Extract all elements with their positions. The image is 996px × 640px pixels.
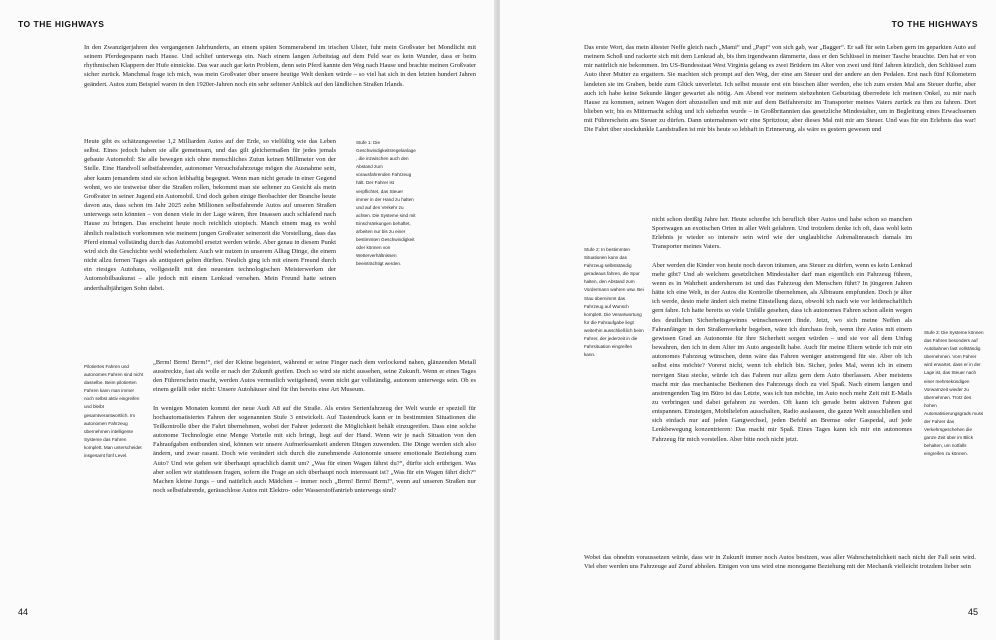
body-paragraph: „Brrm! Brrm! Brrm!“, rief der Kleine begeistert, während er seine Finger nach dem verlockend nahen, glänzenden Metall ausstreckte, fast als wolle er nach der Zukunft greifen. Doch so wird sie nicht aussehen, seine Zukunft. Wenn er eines Tages den Führerschein macht, werden Autos vermutlich weitgehend, wenn nicht gar vollständig, autonom unterwegs sein. Ob es einem gefällt oder nicht: Unsere Autohäuser sind für ihn bereits eine Art Museum. bbox=[153, 359, 476, 394]
intro-text: In den Zwanzigerjahren des vergangenen Jahrhunderts, an einem späten Sommerabend im irischen Ulster, fuhr mein Großvater bei Mondlicht mit seinem Pferdegespann nach Hause. Und schlief unterwegs ein. Nach einem langen Arbeitstag auf dem Feld war es kein Wunder, dass er beim rhythmischen Klappern der Hufe einnickte. Das war auch gar kein Problem, denn sein Pferd kannte den Weg nach Hause und brachte meinen Großvater sicher zurück. Manchmal frage ich mich, was mein Großvater über unsere heutige Welt denken würde – so viel hat sich in den letzten hundert Jahren geändert. Autos zum Beispiel waren in den 1920er-Jahren noch ein sehr seltener Anblick auf den ländlichen Straßen Irlands. bbox=[84, 44, 476, 88]
body-column-top bbox=[584, 43, 976, 144]
intro-paragraph bbox=[84, 43, 476, 98]
body-column-1 bbox=[84, 137, 336, 302]
body-paragraph: In wenigen Monaten kommt der neue Audi A8 auf die Straße. Als erstes Serienfahrzeug der Welt wurde er speziell für hochautomatisiertes Fahren der sogenannten Stufe 3 entwickelt. Auf Tastendruck kann er in bestimmten Situationen die Teilkontrolle über die Fahrt übernehmen, wobei der Fahrer jederzeit die Möglichkeit behält einzugreifen. Dass eine solche autonome Technologie eine Menge Vorteile mit sich bringt, liegt auf der Hand. Wenn wir je nach Situation von den Fahraufgaben entbunden sind, können wir unsere Aufmerksamkeit anderen Dingen zuwenden. Die Dinge werden sich also ändern, und zwar rasant. Doch wie verändert sich durch die zunehmende Autonomie unsere emotionale Beziehung zum Auto? Und wie gehen wir überhaupt sprachlich damit um? „Was für einen Wagen fährst du?“, dürfte sich erübrigen. Was aber sollen wir stattdessen fragen, sofern die Frage an sich überhaupt noch interessant ist? „Was für ein Wagen fährt dich?“ Machen kleine Jungs – und natürlich auch Mädchen – immer noch „Brrm! Brrm! Brrm!“, wenn auf unseren Straßen nur noch selbstfahrende, geräuschlose Autos mit Elektro- oder Wasserstoffantrieb unterwegs sind? bbox=[153, 404, 476, 495]
body-paragraph: Heute gibt es schätzungsweise 1,2 Milliarden Autos auf der Erde, so vielfältig wie das Leben selbst. Eines jedoch haben sie alle gemeinsam, und das gilt gleichermaßen für jedes jemals gebaute Automobil: Sie alle bewegen sich ohne menschliches Zutun keinen Millimeter von der Stelle. Eine Handvoll selbstfahrender, autonomer Versuchsfahrzeuge mögen die Ausnahme sein, aber kaum jemandem sind sie schon leibhaftig begegnet. Wenn man nicht gerade in einer Gegend wohnt, wo sie testweise über die Straßen rollen, bekommt man sie seltener zu Gesicht als mein Großvater in seiner Jugend ein Automobil. Und doch gehen einige Beobachter der Branche heute davon aus, dass schon im Jahr 2025 zehn Millionen selbstfahrende Autos auf unseren Straßen unterwegs sein könnten – von denen viele in der Lage wären, ihre Insassen auch schlafend nach Hause zu bringen. Das erscheint heute noch reichlich utopisch. Manch einem mag es wohl ähnlich realistisch vorkommen wie meinem jungen Großvater seinerzeit die Vorstellung, dass das Pferd einmal vollständig durch das Automobil ersetzt werden würde. Aber genau in diesem Punkt wird sich die Geschichte wohl wiederholen: Auch wir nutzen in unserem Alltag Dinge, die einem nicht allzu fernen Tages als antiquiert gelten dürften. Neulich ging ich mit einem Freund durch ein riesiges Autohaus, vollgestellt mit den neuesten technologischen Meisterwerken der Automobilbaukunst – alle jedoch mit einem Lenkrad versehen. Mein Freund hatte seinen anderthalbjährigen Sohn dabei. bbox=[84, 138, 336, 292]
body-paragraph: nicht schon dreißig Jahre her. Heute schreibe ich beruflich über Autos und habe schon so manchen Sportwagen an exotischen Orten in aller Welt gefahren. Und trotzdem denke ich oft, dass wohl kein Erlebnis je wieder so intensiv sein wird wie der unglaubliche Adrenalinrausch damals im Transporter meines Vaters. bbox=[652, 216, 912, 251]
body-paragraph: Das erste Wort, das mein ältester Neffe gleich nach „Mami“ und „Papi“ von sich gab, war „Bagger“. Er saß für sein Leben gern im geparkten Auto auf meinem Schoß und rackerte sich mit dem Lenkrad ab, bis ihm irgendwann dämmerte, dass er den Schlüssel in meiner Tasche brauchte. Den hat er von mir natürlich nie bekommen. Im US-Bundesstaat West Virginia gelang es zwei Brüdern im Alter von zwei und fünf Jahren kürzlich, den Schlüssel zum Auto ihrer Mutter zu ergattern. Sie machten sich prompt auf den Weg, der eine am Steuer und der andere an den Pedalen. Erst nach fünf Kilometern landeten sie im Graben, beide zum Glück unverletzt. Ich selbst musste erst ein bisschen älter werden, ehe ich zum ersten Mal ans Steuer durfte, aber auch ich habe keine Sekunde länger gewartet als nötig. Am Abend vor meinem siebzehnten Geburtstag überredete ich meinen Onkel, zu mir nach Hause zu kommen, seinen Wagen dort abzustellen und mit mir auf dem Beifahrersitz im Transporter meines Vaters zurück zu ihm zu fahren. Dort blieben wir, bis es Mitternacht schlug und ich siebzehn wurde – in Großbritannien das gesetzliche Mindestalter, um in Begleitung eines Erwachsenen mit Führerschein ans Steuer zu dürfen. Dann unternahmen wir eine Spritztour, aber dieses Mal mit mir am Steuer. Und was für ein Erlebnis das war! Die Fahrt über stockdunkle Landstraßen ist mir bis heute so lebhaft in Erinnerung, als wäre es gestern gewesen und bbox=[584, 44, 976, 134]
running-header: TO THE HIGHWAYS bbox=[891, 19, 978, 29]
sidenote-pilotiertes-fahren: Pilotiertes Fahren und autonomes Fahren sind nicht dasselbe. Beim pilotierten Fahren kann man immer noch selbst aktiv eingreifen und bleibt gesamtverantwortlich. Im autonomen Fahrzeug übernehmen intelligente Systeme das Fahren komplett. Man unterscheidet insgesamt fünf Level. bbox=[84, 364, 144, 459]
page-number: 44 bbox=[18, 607, 29, 617]
body-column-1-continued bbox=[153, 358, 476, 504]
sidenote-stufe-1: Stufe 1: Die Geschwindigkeitsregelanlage, die inzwischen auch den Abstand zum vorausfahrenden Fahrzeug hält. Der Fahrer ist verpflichtet, das Steuer immer in der Hand zu halten und auf den Verkehr zu achten. Die Systeme sind mit Einschränkungen behaftet, arbeiten nur bis zu einer bestimmten Geschwindigkeit oder können von Wetterverhältnissen beeinträchtigt werden. bbox=[356, 140, 416, 267]
sidenote-stufe-3: Stufe 3: Die Systeme können das Fahren besonders auf Autobahnen fast vollständig übernehmen. Vom Fahrer wird erwartet, dass er in der Lage ist, das Steuer nach einer mehrsekündigen Vorwarnzeit wieder zu übernehmen. Trotz des hohen Automatisierungsgrads muss der Fahrer das Verkehrsgeschehen die ganze Zeit über im Blick behalten, um notfalls eingreifen zu können. bbox=[924, 330, 984, 457]
body-column-bottom bbox=[584, 553, 976, 580]
body-column-middle bbox=[652, 215, 912, 453]
left-page bbox=[0, 0, 496, 640]
right-page bbox=[500, 0, 996, 640]
sidenote-stufe-2: Stufe 2: In bestimmten Situationen kann das Fahrzeug selbstständig geradeaus fahren, die Spur halten, den Abstand zum Vordermann wahren usw. Bei Stau übernimmt das Fahrzeug auf Wunsch komplett. Die Verantwortung für die Fahraufgabe liegt weiterhin ausschließlich beim Fahrer, der jederzeit in die Fahrsituation eingreifen kann. bbox=[584, 247, 644, 358]
body-paragraph: Wobei das ohnehin voraussetzen würde, dass wir in Zukunft immer noch Autos besitzen, was aller Wahrscheinlichkeit nach nicht der Fall sein wird. Viel eher werden uns Fahrzeuge auf Zuruf abholen. Einigen von uns wird eine monogame Beziehung mit der Mechanik vielleicht trotzdem lieber sein bbox=[584, 554, 976, 571]
page-number: 45 bbox=[967, 607, 978, 617]
body-paragraph: Aber werden die Kinder von heute noch davon träumen, ans Steuer zu dürfen, wenn es kein Lenkrad mehr gibt? Und ab welchem gesetzlichen Mindestalter darf man eigentlich ein Fahrzeug führen, wenn es in Wahrheit andersherum ist und das Fahrzeug den Menschen führt? In jüngeren Jahren hätte ich eine Welt, in der Autos die Kontrolle übernehmen, als Albtraum empfunden. Doch je älter ich werde, desto mehr ändert sich meine Einstellung dazu, obwohl ich nach wie vor leidenschaftlich gern fahre. Ich hatte bereits so viele Unfälle gesehen, dass ich autonomes Fahren schon allein wegen des deutlichen Sicherheitsgewinns wünschenswert finde. Jetzt, wo sich meine Neffen als Fahranfänger in den Straßenverkehr begeben, wäre ich durchaus froh, wenn ihre Autos mit einem gewissen Grad an Autonomie für ihre Sicherheit sorgen würden – und sie vor all dem Unfug bewahren, den ich in dem Alter im Auto angestellt habe. Auch für meine Eltern würde ich mir ein autonomes Fahrzeug wünschen, denn wäre das Fahren weniger anstrengend für sie. Aber ob ich selbst eins möchte? Vorerst nicht, wenn ich ehrlich bin. Sicher, jedes Mal, wenn ich in einem nervigen Stau stecke, würde ich das Fahren nur allzu gern dem Auto überlassen. Aber meistens macht mir das mechanische Bedienen des Fahrzeugs doch zu viel Spaß. Nach einem langen und anstrengenden Tag im Büro ist das Letzte, was ich tun möchte, im Auto noch mehr Zeit mit E-Mails zu verbringen und dabei gefahren zu werden. Oft kann ich gerade beim aktiven Fahren gut entspannen. Einsteigen, Mobiltelefon ausschalten, Radio auslassen, die ganze Welt ausschließen und sich einfach nur auf jeden Gangwechsel, jeden Befehl an Bremse oder Gaspedal, auf jede Lenkbewegung konzentrieren: Das macht mir Spaß. Eines Tages kann ich mir ein autonomes Fahrzeug für mich vorstellen. Aber bitte noch nicht jetzt. bbox=[652, 261, 912, 443]
running-header: TO THE HIGHWAYS bbox=[18, 19, 105, 29]
